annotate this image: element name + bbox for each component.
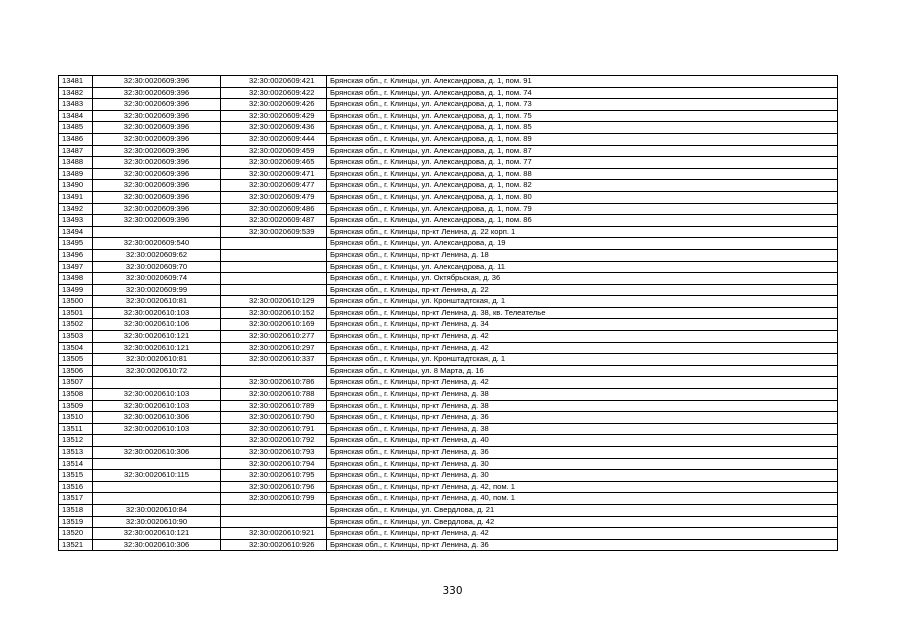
table-row: [59, 238, 838, 250]
parcel-number-cell: 32:30:0020610:81: [93, 354, 221, 366]
address-cell: Брянская обл., г. Клинцы, пр-кт Ленина, д. 36: [327, 447, 838, 459]
table-row: [59, 377, 838, 389]
address-cell: Брянская обл., г. Клинцы, ул. Александрова, д. 1, пом. 88: [327, 168, 838, 180]
address-cell: Брянская обл., г. Клинцы, ул. Александрова, д. 1, пом. 86: [327, 215, 838, 227]
parcel-number-cell: 32:30:0020609:396: [93, 76, 221, 88]
row-number-cell: 13505: [59, 354, 93, 366]
table-row: [59, 435, 838, 447]
table-body: [59, 76, 838, 551]
row-number-cell: 13496: [59, 249, 93, 261]
object-number-cell: [221, 238, 327, 250]
row-number-cell: 13486: [59, 133, 93, 145]
parcel-number-cell: [93, 481, 221, 493]
row-number-cell: 13497: [59, 261, 93, 273]
parcel-number-cell: 32:30:0020609:396: [93, 110, 221, 122]
address-cell: Брянская обл., г. Клинцы, ул. Александрова, д. 1, пом. 80: [327, 191, 838, 203]
parcel-number-cell: 32:30:0020610:84: [93, 504, 221, 516]
row-number-cell: 13492: [59, 203, 93, 215]
parcel-number-cell: 32:30:0020609:396: [93, 215, 221, 227]
row-number-cell: 13494: [59, 226, 93, 238]
table-row: [59, 76, 838, 88]
object-number-cell: 32:30:0020609:459: [221, 145, 327, 157]
address-cell: Брянская обл., г. Клинцы, ул. Александрова, д. 1, пом. 75: [327, 110, 838, 122]
row-number-cell: 13507: [59, 377, 93, 389]
parcel-number-cell: [93, 435, 221, 447]
object-number-cell: 32:30:0020609:422: [221, 87, 327, 99]
table-row: [59, 516, 838, 528]
address-cell: Брянская обл., г. Клинцы, ул. Кронштадтская, д. 1: [327, 296, 838, 308]
address-cell: Брянская обл., г. Клинцы, ул. 8 Марта, д. 16: [327, 365, 838, 377]
parcel-number-cell: [93, 377, 221, 389]
parcel-number-cell: 32:30:0020610:72: [93, 365, 221, 377]
address-cell: Брянская обл., г. Клинцы, ул. Александрова, д. 1, пом. 77: [327, 157, 838, 169]
parcel-number-cell: 32:30:0020610:103: [93, 389, 221, 401]
object-number-cell: 32:30:0020609:487: [221, 215, 327, 227]
parcel-number-cell: 32:30:0020610:90: [93, 516, 221, 528]
row-number-cell: 13485: [59, 122, 93, 134]
table-row: [59, 87, 838, 99]
address-cell: Брянская обл., г. Клинцы, ул. Александрова, д. 11: [327, 261, 838, 273]
table-row: [59, 504, 838, 516]
table-row: [59, 412, 838, 424]
row-number-cell: 13487: [59, 145, 93, 157]
object-number-cell: 32:30:0020610:277: [221, 331, 327, 343]
row-number-cell: 13509: [59, 400, 93, 412]
object-number-cell: [221, 261, 327, 273]
object-number-cell: 32:30:0020610:794: [221, 458, 327, 470]
object-number-cell: [221, 516, 327, 528]
table-row: [59, 249, 838, 261]
row-number-cell: 13483: [59, 99, 93, 111]
object-number-cell: 32:30:0020610:790: [221, 412, 327, 424]
row-number-cell: 13510: [59, 412, 93, 424]
object-number-cell: 32:30:0020609:539: [221, 226, 327, 238]
row-number-cell: 13493: [59, 215, 93, 227]
row-number-cell: 13484: [59, 110, 93, 122]
row-number-cell: 13521: [59, 539, 93, 551]
object-number-cell: [221, 284, 327, 296]
parcel-number-cell: 32:30:0020610:103: [93, 400, 221, 412]
object-number-cell: 32:30:0020610:337: [221, 354, 327, 366]
address-cell: Брянская обл., г. Клинцы, пр-кт Ленина, д. 38, кв. Телеателье: [327, 307, 838, 319]
object-number-cell: 32:30:0020610:786: [221, 377, 327, 389]
table-row: [59, 458, 838, 470]
object-number-cell: 32:30:0020610:926: [221, 539, 327, 551]
parcel-number-cell: 32:30:0020609:70: [93, 261, 221, 273]
table-row: [59, 423, 838, 435]
address-cell: Брянская обл., г. Клинцы, пр-кт Ленина, д. 36: [327, 412, 838, 424]
address-cell: Брянская обл., г. Клинцы, ул. Октябрьская, д. 36: [327, 273, 838, 285]
address-cell: Брянская обл., г. Клинцы, пр-кт Ленина, д. 18: [327, 249, 838, 261]
address-cell: Брянская обл., г. Клинцы, ул. Александрова, д. 1, пом. 73: [327, 99, 838, 111]
object-number-cell: 32:30:0020610:788: [221, 389, 327, 401]
address-cell: Брянская обл., г. Клинцы, пр-кт Ленина, д. 42: [327, 377, 838, 389]
object-number-cell: 32:30:0020609:477: [221, 180, 327, 192]
object-number-cell: 32:30:0020610:792: [221, 435, 327, 447]
parcel-number-cell: 32:30:0020609:99: [93, 284, 221, 296]
row-number-cell: 13515: [59, 470, 93, 482]
row-number-cell: 13514: [59, 458, 93, 470]
object-number-cell: 32:30:0020609:436: [221, 122, 327, 134]
object-number-cell: 32:30:0020610:297: [221, 342, 327, 354]
address-cell: Брянская обл., г. Клинцы, ул. Свердлова, д. 42: [327, 516, 838, 528]
table-row: [59, 539, 838, 551]
table-row: [59, 365, 838, 377]
parcel-number-cell: 32:30:0020610:121: [93, 528, 221, 540]
object-number-cell: 32:30:0020610:791: [221, 423, 327, 435]
row-number-cell: 13503: [59, 331, 93, 343]
parcel-number-cell: 32:30:0020610:103: [93, 423, 221, 435]
table-row: [59, 261, 838, 273]
address-cell: Брянская обл., г. Клинцы, пр-кт Ленина, д. 34: [327, 319, 838, 331]
address-cell: Брянская обл., г. Клинцы, пр-кт Ленина, д. 42, пом. 1: [327, 481, 838, 493]
row-number-cell: 13508: [59, 389, 93, 401]
table-row: [59, 133, 838, 145]
parcel-number-cell: 32:30:0020610:106: [93, 319, 221, 331]
object-number-cell: 32:30:0020609:426: [221, 99, 327, 111]
address-cell: Брянская обл., г. Клинцы, ул. Александрова, д. 1, пом. 91: [327, 76, 838, 88]
parcel-number-cell: 32:30:0020610:103: [93, 307, 221, 319]
row-number-cell: 13517: [59, 493, 93, 505]
row-number-cell: 13481: [59, 76, 93, 88]
row-number-cell: 13489: [59, 168, 93, 180]
address-cell: Брянская обл., г. Клинцы, пр-кт Ленина, д. 38: [327, 400, 838, 412]
row-number-cell: 13501: [59, 307, 93, 319]
row-number-cell: 13498: [59, 273, 93, 285]
row-number-cell: 13516: [59, 481, 93, 493]
parcel-number-cell: 32:30:0020609:396: [93, 157, 221, 169]
address-cell: Брянская обл., г. Клинцы, ул. Александрова, д. 19: [327, 238, 838, 250]
object-number-cell: [221, 365, 327, 377]
object-number-cell: 32:30:0020610:795: [221, 470, 327, 482]
parcel-number-cell: 32:30:0020609:396: [93, 203, 221, 215]
table-row: [59, 99, 838, 111]
row-number-cell: 13506: [59, 365, 93, 377]
address-cell: Брянская обл., г. Клинцы, пр-кт Ленина, д. 42: [327, 331, 838, 343]
table-row: [59, 191, 838, 203]
object-number-cell: 32:30:0020609:429: [221, 110, 327, 122]
parcel-number-cell: [93, 493, 221, 505]
parcel-number-cell: 32:30:0020610:121: [93, 342, 221, 354]
table-row: [59, 215, 838, 227]
table-row: [59, 528, 838, 540]
address-cell: Брянская обл., г. Клинцы, пр-кт Ленина, д. 22: [327, 284, 838, 296]
row-number-cell: 13490: [59, 180, 93, 192]
table-row: [59, 493, 838, 505]
table-row: [59, 284, 838, 296]
parcel-number-cell: 32:30:0020609:396: [93, 133, 221, 145]
object-number-cell: 32:30:0020610:796: [221, 481, 327, 493]
parcel-number-cell: 32:30:0020610:306: [93, 412, 221, 424]
parcel-number-cell: 32:30:0020609:396: [93, 87, 221, 99]
parcel-number-cell: [93, 458, 221, 470]
address-cell: Брянская обл., г. Клинцы, пр-кт Ленина, д. 38: [327, 423, 838, 435]
row-number-cell: 13512: [59, 435, 93, 447]
object-number-cell: 32:30:0020610:789: [221, 400, 327, 412]
address-cell: Брянская обл., г. Клинцы, ул. Кронштадтская, д. 1: [327, 354, 838, 366]
object-number-cell: [221, 273, 327, 285]
address-cell: Брянская обл., г. Клинцы, пр-кт Ленина, д. 42: [327, 528, 838, 540]
object-number-cell: 32:30:0020609:471: [221, 168, 327, 180]
table-row: [59, 226, 838, 238]
address-cell: Брянская обл., г. Клинцы, ул. Александрова, д. 1, пом. 89: [327, 133, 838, 145]
row-number-cell: 13519: [59, 516, 93, 528]
address-cell: Брянская обл., г. Клинцы, ул. Свердлова, д. 21: [327, 504, 838, 516]
row-number-cell: 13482: [59, 87, 93, 99]
address-cell: Брянская обл., г. Клинцы, ул. Александрова, д. 1, пом. 74: [327, 87, 838, 99]
address-cell: Брянская обл., г. Клинцы, пр-кт Ленина, д. 36: [327, 539, 838, 551]
parcel-number-cell: 32:30:0020609:62: [93, 249, 221, 261]
address-cell: Брянская обл., г. Клинцы, пр-кт Ленина, д. 42: [327, 342, 838, 354]
table-row: [59, 273, 838, 285]
table-row: [59, 481, 838, 493]
row-number-cell: 13488: [59, 157, 93, 169]
parcel-number-cell: 32:30:0020609:396: [93, 168, 221, 180]
parcel-number-cell: 32:30:0020609:396: [93, 122, 221, 134]
parcel-number-cell: 32:30:0020609:540: [93, 238, 221, 250]
object-number-cell: 32:30:0020610:799: [221, 493, 327, 505]
table-row: [59, 110, 838, 122]
row-number-cell: 13511: [59, 423, 93, 435]
row-number-cell: 13491: [59, 191, 93, 203]
parcel-number-cell: 32:30:0020609:396: [93, 145, 221, 157]
table-row: [59, 180, 838, 192]
table-row: [59, 447, 838, 459]
address-cell: Брянская обл., г. Клинцы, пр-кт Ленина, д. 30: [327, 470, 838, 482]
object-number-cell: [221, 249, 327, 261]
parcel-number-cell: 32:30:0020609:396: [93, 191, 221, 203]
table-row: [59, 203, 838, 215]
address-cell: Брянская обл., г. Клинцы, ул. Александрова, д. 1, пом. 85: [327, 122, 838, 134]
page-number: 330: [442, 585, 463, 597]
address-cell: Брянская обл., г. Клинцы, пр-кт Ленина, д. 30: [327, 458, 838, 470]
table-row: [59, 319, 838, 331]
table-row: [59, 168, 838, 180]
table-row: [59, 157, 838, 169]
table-row: [59, 389, 838, 401]
row-number-cell: 13518: [59, 504, 93, 516]
parcel-number-cell: 32:30:0020609:396: [93, 180, 221, 192]
address-cell: Брянская обл., г. Клинцы, ул. Александрова, д. 1, пом. 87: [327, 145, 838, 157]
object-number-cell: 32:30:0020610:152: [221, 307, 327, 319]
row-number-cell: 13499: [59, 284, 93, 296]
table-row: [59, 145, 838, 157]
address-cell: Брянская обл., г. Клинцы, пр-кт Ленина, д. 40, пом. 1: [327, 493, 838, 505]
parcel-number-cell: 32:30:0020610:81: [93, 296, 221, 308]
address-cell: Брянская обл., г. Клинцы, пр-кт Ленина, д. 38: [327, 389, 838, 401]
parcel-number-cell: 32:30:0020610:306: [93, 447, 221, 459]
parcel-number-cell: [93, 226, 221, 238]
table-row: [59, 400, 838, 412]
object-number-cell: [221, 504, 327, 516]
table-row: [59, 342, 838, 354]
row-number-cell: 13513: [59, 447, 93, 459]
table-row: [59, 470, 838, 482]
parcel-number-cell: 32:30:0020609:74: [93, 273, 221, 285]
object-number-cell: 32:30:0020609:465: [221, 157, 327, 169]
parcel-number-cell: 32:30:0020610:115: [93, 470, 221, 482]
object-number-cell: 32:30:0020609:479: [221, 191, 327, 203]
row-number-cell: 13520: [59, 528, 93, 540]
object-number-cell: 32:30:0020610:129: [221, 296, 327, 308]
object-number-cell: 32:30:0020609:421: [221, 76, 327, 88]
row-number-cell: 13495: [59, 238, 93, 250]
address-cell: Брянская обл., г. Клинцы, ул. Александрова, д. 1, пом. 82: [327, 180, 838, 192]
table-row: [59, 296, 838, 308]
object-number-cell: 32:30:0020609:486: [221, 203, 327, 215]
cadastral-table: [58, 75, 838, 551]
address-cell: Брянская обл., г. Клинцы, ул. Александрова, д. 1, пом. 79: [327, 203, 838, 215]
object-number-cell: 32:30:0020610:921: [221, 528, 327, 540]
table-row: [59, 331, 838, 343]
object-number-cell: 32:30:0020609:444: [221, 133, 327, 145]
row-number-cell: 13504: [59, 342, 93, 354]
address-cell: Брянская обл., г. Клинцы, пр-кт Ленина, д. 22 корп. 1: [327, 226, 838, 238]
table-row: [59, 307, 838, 319]
parcel-number-cell: 32:30:0020610:121: [93, 331, 221, 343]
row-number-cell: 13500: [59, 296, 93, 308]
parcel-number-cell: 32:30:0020610:306: [93, 539, 221, 551]
table-row: [59, 122, 838, 134]
row-number-cell: 13502: [59, 319, 93, 331]
address-cell: Брянская обл., г. Клинцы, пр-кт Ленина, д. 40: [327, 435, 838, 447]
object-number-cell: 32:30:0020610:793: [221, 447, 327, 459]
parcel-number-cell: 32:30:0020609:396: [93, 99, 221, 111]
table-row: [59, 354, 838, 366]
object-number-cell: 32:30:0020610:169: [221, 319, 327, 331]
